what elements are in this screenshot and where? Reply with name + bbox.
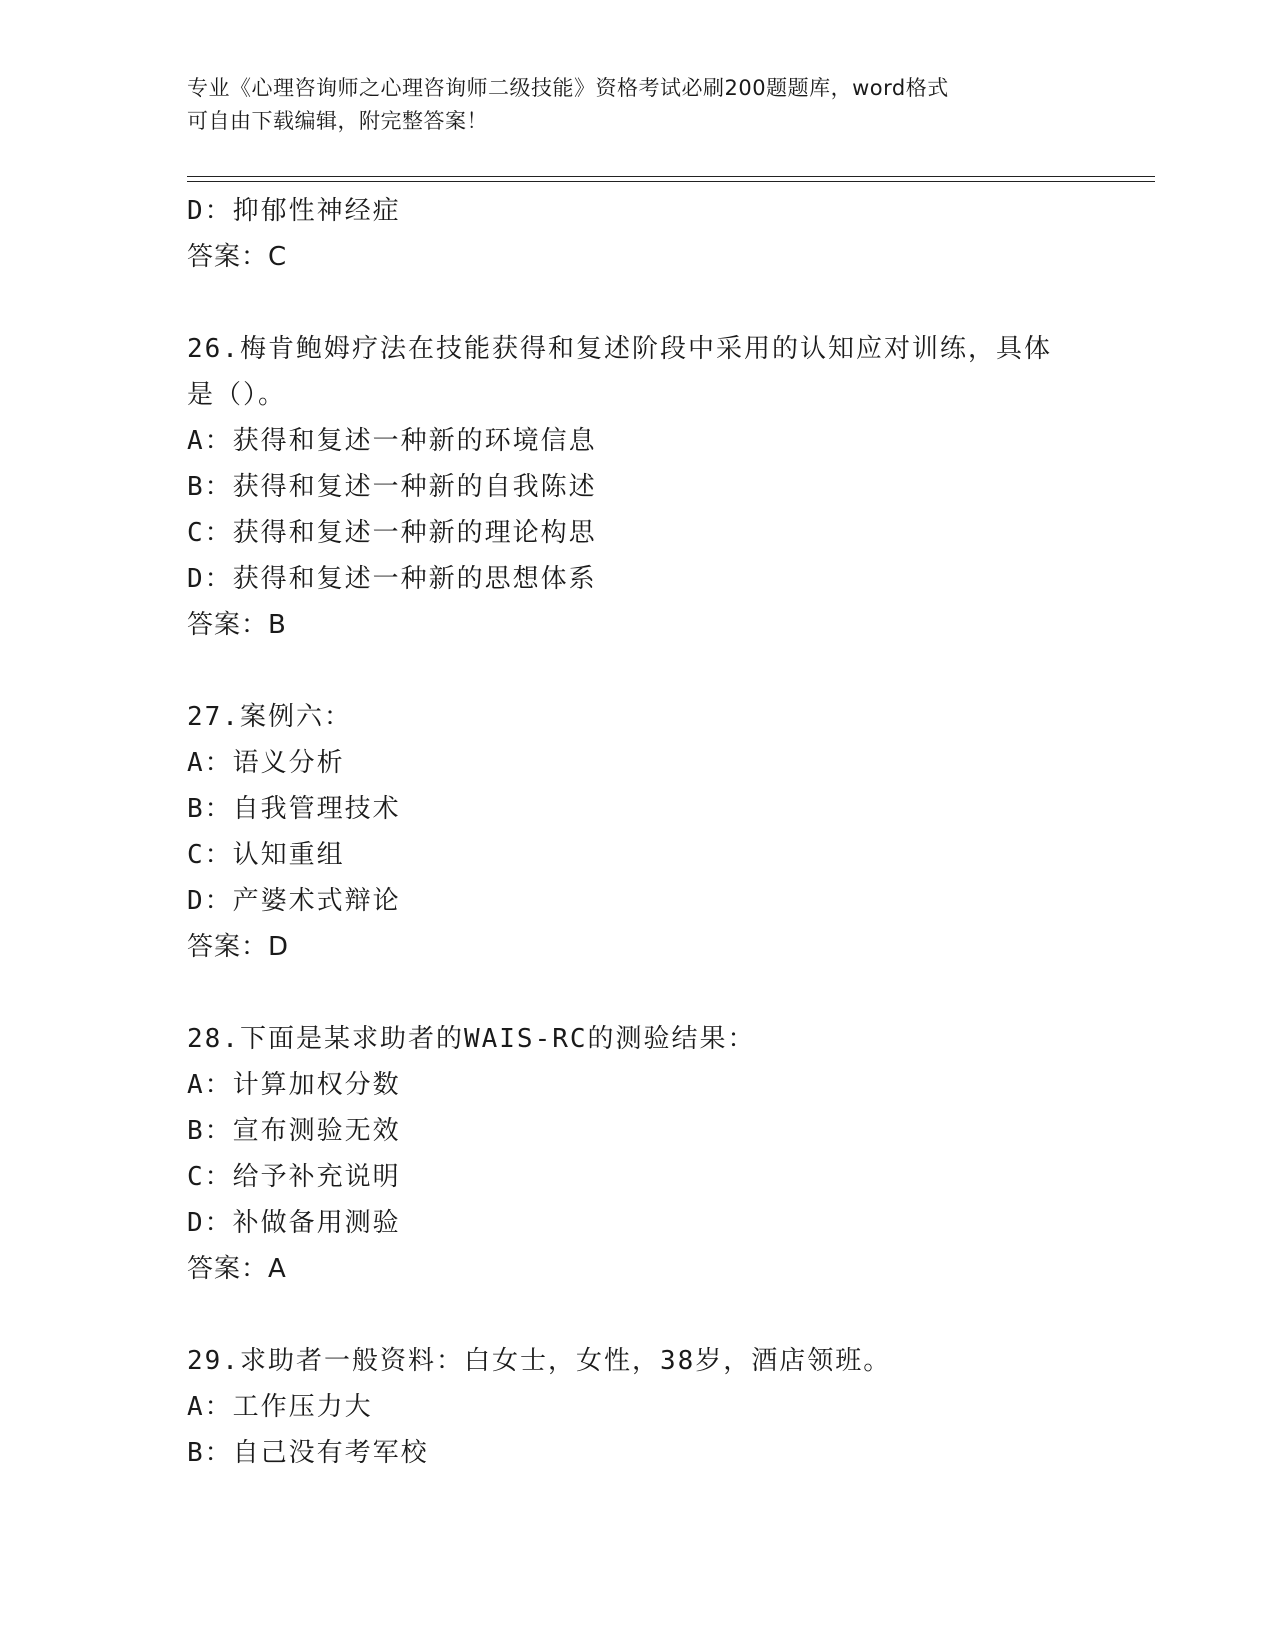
option-d: D：获得和复述一种新的思想体系 (187, 564, 597, 594)
header-rule-top (187, 176, 1155, 177)
question-26 (187, 326, 1107, 648)
option-c: C：获得和复述一种新的理论构思 (187, 518, 597, 548)
question-stem: 29.求助者一般资料：白女士，女性，38岁，酒店领班。 (187, 1346, 892, 1376)
spacer (187, 280, 1107, 326)
question-28 (187, 1016, 1107, 1292)
option-c: C：给予补充说明 (187, 1162, 401, 1192)
spacer (187, 970, 1107, 1016)
question-stem: 28.下面是某求助者的WAIS-RC的测验结果： (187, 1024, 756, 1054)
spacer (187, 648, 1107, 694)
option-c: C：认知重组 (187, 840, 345, 870)
option-b: B：自我管理技术 (187, 794, 401, 824)
answer: 答案：D (187, 932, 290, 962)
question-stem: 27.案例六： (187, 702, 352, 732)
option-a: A：获得和复述一种新的环境信息 (187, 426, 597, 456)
spacer (187, 1292, 1107, 1338)
option-b: B：自己没有考军校 (187, 1438, 429, 1468)
prev-answer: 答案：C (187, 242, 288, 272)
question-content (187, 188, 1107, 1476)
question-stem-continued: 是（）。 (187, 380, 287, 410)
header-line-2: 可自由下载编辑，附完整答案！ (187, 109, 488, 133)
option-b: B：宣布测验无效 (187, 1116, 401, 1146)
option-d: D：产婆术式辩论 (187, 886, 401, 916)
header-line-1: 专业《心理咨询师之心理咨询师二级技能》资格考试必刷200题题库，word格式 (187, 76, 949, 100)
question-27 (187, 694, 1107, 970)
answer: 答案：B (187, 610, 287, 640)
answer: 答案：A (187, 1254, 287, 1284)
question-stem: 26.梅肯鲍姆疗法在技能获得和复述阶段中采用的认知应对训练，具体 (187, 334, 1052, 364)
option-a: A：计算加权分数 (187, 1070, 401, 1100)
document-header (187, 72, 1087, 138)
option-b: B：获得和复述一种新的自我陈述 (187, 472, 597, 502)
option-a: A：工作压力大 (187, 1392, 373, 1422)
prev-option-d: D：抑郁性神经症 (187, 196, 401, 226)
option-a: A：语义分析 (187, 748, 345, 778)
question-29 (187, 1338, 1107, 1476)
option-d: D：补做备用测验 (187, 1208, 401, 1238)
header-rule-bottom (187, 181, 1155, 182)
